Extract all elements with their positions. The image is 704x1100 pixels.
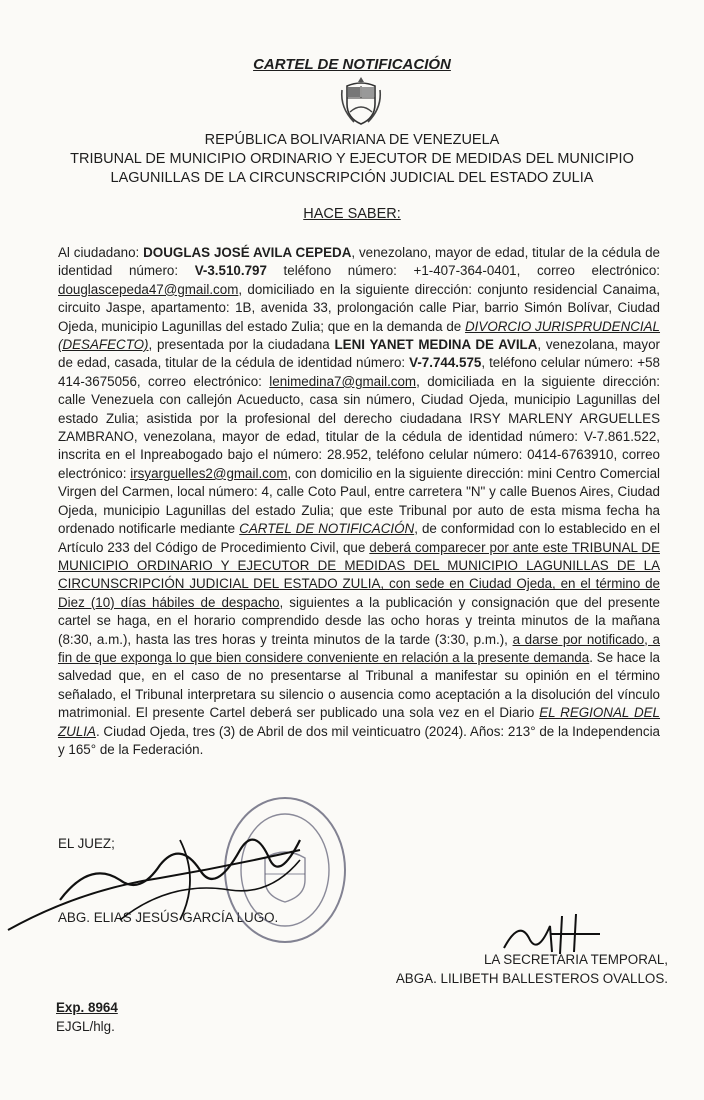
plaintiff-id: V-7.744.575 xyxy=(409,355,482,371)
reference-initials: EJGL/hlg. xyxy=(56,1019,115,1034)
appearance-clause: deberá comparecer por ante este TRIBUNAL DE MUNICIPIO ORDINARIO Y EJECUTOR DE MEDIDAS DEL MUNICIPIO LAGUNILLAS DE LA CIRCUNSCRIPCIÓN JUDICIAL DEL ESTADO ZULIA, con sede en Ciudad Ojeda, en el término de Diez (10) días hábiles de despacho xyxy=(58,539,660,610)
expediente-number: Exp. 8964 xyxy=(56,1000,118,1015)
defendant-name: DOUGLAS JOSÉ AVILA CEPEDA xyxy=(143,245,352,260)
plaintiff-email: lenimedina7@gmail.com xyxy=(269,373,417,389)
secretary-name: ABGA. LILIBETH BALLESTEROS OVALLOS. xyxy=(395,971,668,986)
body-text: teléfono número: +1-407-364-0401, correo electrónico: xyxy=(266,263,660,279)
hace-saber-heading: HACE SABER: xyxy=(303,206,401,222)
body-text: Al ciudadano: xyxy=(58,245,144,260)
judge-name: ABG. ELIAS JESÚS GARCÍA LUGO. xyxy=(58,910,279,925)
body-text: . Se hace la salvedad que, en el caso de no presentarse al Tribunal a manifestar su opinión en el término señalado, el Tribunal interpretara su silencio o ausencia como aceptación a la disolución del vínculo matrimonial. El presente Cartel deberá ser publicado una sola vez en el Diario xyxy=(58,649,660,721)
case-type: DIVORCIO JURISPRUDENCIAL (DESAFECTO) xyxy=(58,318,661,353)
newspaper-name: EL REGIONAL DEL ZULIA xyxy=(58,705,661,739)
court-heading-line-1: TRIBUNAL DE MUNICIPIO ORDINARIO Y EJECUTOR DE MEDIDAS DEL MUNICIPIO xyxy=(70,151,634,167)
body-text: , domiciliado en la siguiente dirección: conjunto residencial Canaima, circuito Jaspe, apartamento: 1B, avenida 33, prolongación calle Piar, barrio Simón Bolívar, Ciudad Ojeda, municipio Lagunillas del estado Zulia; que en la demanda de xyxy=(58,281,660,334)
cartel-reference: CARTEL DE NOTIFICACIÓN xyxy=(239,521,415,537)
plaintiff-name: LENI YANET MEDINA DE AVILA xyxy=(334,337,538,353)
notification-purpose: a darse por notificado, a fin de que exponga lo que bien considere conveniente en relación a la presente demanda xyxy=(58,631,661,665)
secretary-signature xyxy=(490,908,610,958)
body-text: , teléfono celular número: +58 414-3675056, correo electrónico: xyxy=(58,355,660,389)
defendant-email: douglascepeda47@gmail.com xyxy=(58,281,239,297)
body-text: , venezolano, mayor de edad, titular de la cédula de identidad número: xyxy=(58,245,661,279)
court-heading-line-2: LAGUNILLAS DE LA CIRCUNSCRIPCIÓN JUDICIAL DEL ESTADO ZULIA xyxy=(110,170,594,186)
country-heading: REPÚBLICA BOLIVARIANA DE VENEZUELA xyxy=(204,132,500,148)
document-title: CARTEL DE NOTIFICACIÓN xyxy=(253,56,451,73)
body-text: , presentada por la ciudadana xyxy=(148,337,335,353)
body-text: , con domicilio en la siguiente dirección: mini Centro Comercial Virgen del Carmen, local número: 4, calle Coto Paul, entre carretera "N" y calle Buenos Aires, Ciudad Ojeda, municipio Lagunillas del estado Zulia; que este Tribunal por auto de esta misma fecha ha ordenado notificarle mediante xyxy=(58,465,660,537)
venezuela-coat-of-arms-icon xyxy=(338,74,384,128)
body-text: , siguientes a la publicación y consignación que del presente cartel se haga, en el horario comprendido desde las ocho horas y treinta minutos de la mañana (8:30, a.m.), hasta las tres horas y treinta minutos de la tarde (3:30, p.m.), xyxy=(58,594,660,647)
judge-label: EL JUEZ; xyxy=(58,836,115,851)
lawyer-email: irsyarguelles2@gmail.com xyxy=(130,465,288,481)
secretary-title: LA SECRETARIA TEMPORAL, xyxy=(483,952,668,967)
defendant-id: V-3.510.797 xyxy=(194,263,267,279)
judge-signature xyxy=(0,820,360,940)
body-text: , domiciliada en la siguiente dirección: calle Venezuela con callejón Acueducto, casa sin número, Ciudad Ojeda, municipio Lagunillas del estado Zulia; asistida por la profesional del derecho ciudadana IRSY MARLENY ARGUELLES ZAMBRANO, venezolana, mayor de edad, titular de la cédula de identidad número: V-7.861.522, inscrita en el Inpreabogado bajo el número: 28.952, teléfono celular número: 0414-6763910, correo electrónico: xyxy=(58,373,660,481)
body-text: , venezolana, mayor de edad, casada, titular de la cédula de identidad número: xyxy=(58,337,660,371)
body-text: . Ciudad Ojeda, tres (3) de Abril de dos mil veinticuatro (2024). Años: 213° de la Independencia y 165° de la Federación. xyxy=(58,723,660,757)
body-text: , de conformidad con lo establecido en el Artículo 233 del Código de Procedimiento Civil, que xyxy=(58,521,660,555)
notice-body xyxy=(58,244,660,759)
